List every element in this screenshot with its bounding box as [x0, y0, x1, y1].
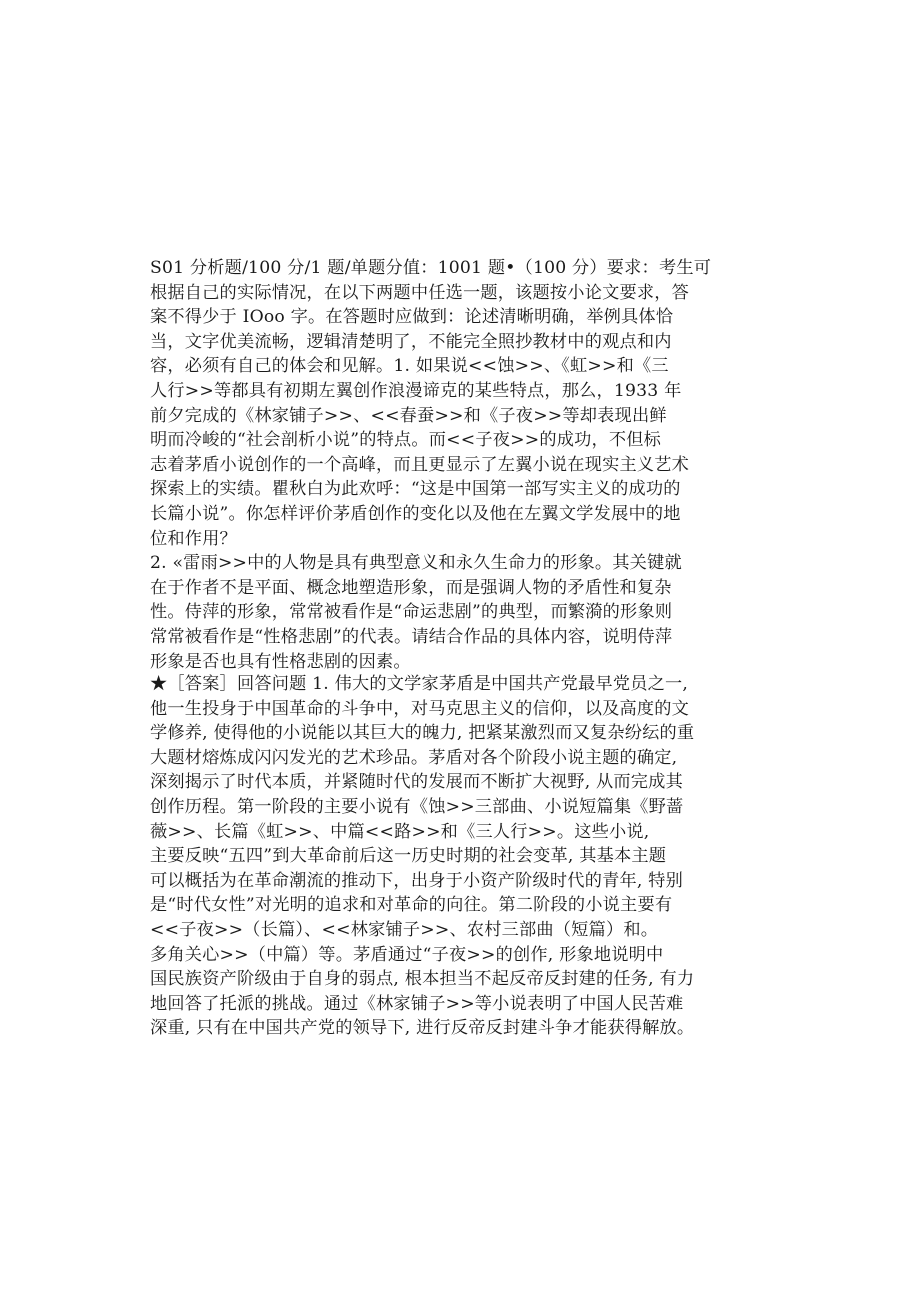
question-line: 在于作者不是平面、概念地塑造形象，而是强调人物的矛盾性和复杂	[150, 577, 672, 598]
question-line: 容，必须有自己的体会和见解。1. 如果说<<蚀>>、《虹>>和《三	[150, 356, 669, 377]
question-line: 前夕完成的《林家铺子>>、<<春蚕>>和《子夜>>等却表现出鲜	[150, 405, 667, 426]
answer-line: 他一生投身于中国革命的斗争中，对马克思主义的信仰，以及高度的文	[150, 698, 690, 719]
question-line: 明而冷峻的“社会剖析小说”的特点。而<<子夜>>的成功，不但标	[150, 430, 662, 451]
answer-line: 深刻揭示了时代本质，并紧随时代的发展而不断扩大视野, 从而完成其	[150, 772, 683, 793]
question-line: 2. «雷雨>>中的人物是具有典型意义和永久生命力的形象。其关键就	[150, 553, 682, 574]
question-line: 长篇小说”。你怎样评价茅盾创作的变化以及他在左翼文学发展中的地	[150, 503, 681, 524]
question-line: 探索上的实绩。瞿秋白为此欢呼：“这是中国第一部写实主义的成功的	[150, 479, 681, 500]
answer-section	[150, 672, 695, 1041]
question-section	[150, 256, 712, 674]
answer-line: 深重, 只有在中国共产党的领导下, 进行反帝反封建斗争才能获得解放。	[150, 1018, 695, 1039]
answer-line: 是“时代女性”对光明的追求和对革命的向往。第二阶段的小说主要有	[150, 895, 673, 916]
question-line: 人行>>等都具有初期左翼创作浪漫谛克的某些特点，那么，1933 年	[150, 380, 682, 401]
document-page	[150, 0, 790, 1301]
answer-line: 薇>>、长篇《虹>>、中篇<<路>>和《三人行>>。这些小说,	[150, 821, 650, 842]
question-line: 形象是否也具有性格悲剧的因素。	[150, 651, 411, 672]
answer-line: 地回答了托派的挑战。通过《林家铺子>>等小说表明了中国人民苦难	[150, 993, 684, 1014]
answer-line: 可以概括为在革命潮流的推动下，出身于小资产阶级时代的青年, 特别	[150, 870, 683, 891]
question-line: S01 分析题/100 分/1 题/单题分值：1001 题•（100 分）要求：考生可	[150, 258, 712, 278]
answer-line: <<子夜>>（长篇）、<<林家铺子>>、农村三部曲（短篇）和。	[150, 919, 659, 940]
answer-line: 国民族资产阶级由于自身的弱点, 根本担当不起反帝反封建的任务, 有力	[150, 969, 695, 990]
answer-line: 创作历程。第一阶段的主要小说有《蚀>>三部曲、小说短篇集《野蔷	[150, 796, 684, 817]
question-line: 位和作用？	[150, 528, 237, 549]
question-line: 案不得少于 IOoo 字。在答题时应做到：论述清晰明确，举例具体恰	[150, 307, 674, 328]
question-line: 根据自己的实际情况，在以下两题中任选一题，该题按小论文要求，答	[150, 282, 690, 303]
answer-line: 大题材熔炼成闪闪发光的艺术珍品。茅盾对各个阶段小说主题的确定,	[150, 747, 678, 768]
answer-line: 学修养, 使得他的小说能以其巨大的魄力, 把紧某激烈而又复杂纷纭的重	[150, 723, 695, 744]
question-line: 常常被看作是“性格悲剧”的代表。请结合作品的具体内容，说明侍萍	[150, 626, 673, 647]
question-line: 当，文字优美流畅，逻辑清楚明了，不能完全照抄教材中的观点和内	[150, 331, 672, 352]
question-line: 性。侍萍的形象，常常被看作是“命运悲剧”的典型，而繁漪的形象则	[150, 602, 673, 623]
answer-line: 主要反映“五四”到大革命前后这一历史时期的社会变革, 其基本主题	[150, 846, 667, 867]
answer-line: ★［答案］回答问题 1. 伟大的文学家茅盾是中国共产党最早党员之一,	[150, 674, 689, 694]
answer-line: 多角关心>>（中篇）等。茅盾通过“子夜>>的创作, 形象地说明中	[150, 944, 664, 965]
question-line: 志着茅盾小说创作的一个高峰，而且更显示了左翼小说在现实主义艺术	[150, 454, 690, 475]
